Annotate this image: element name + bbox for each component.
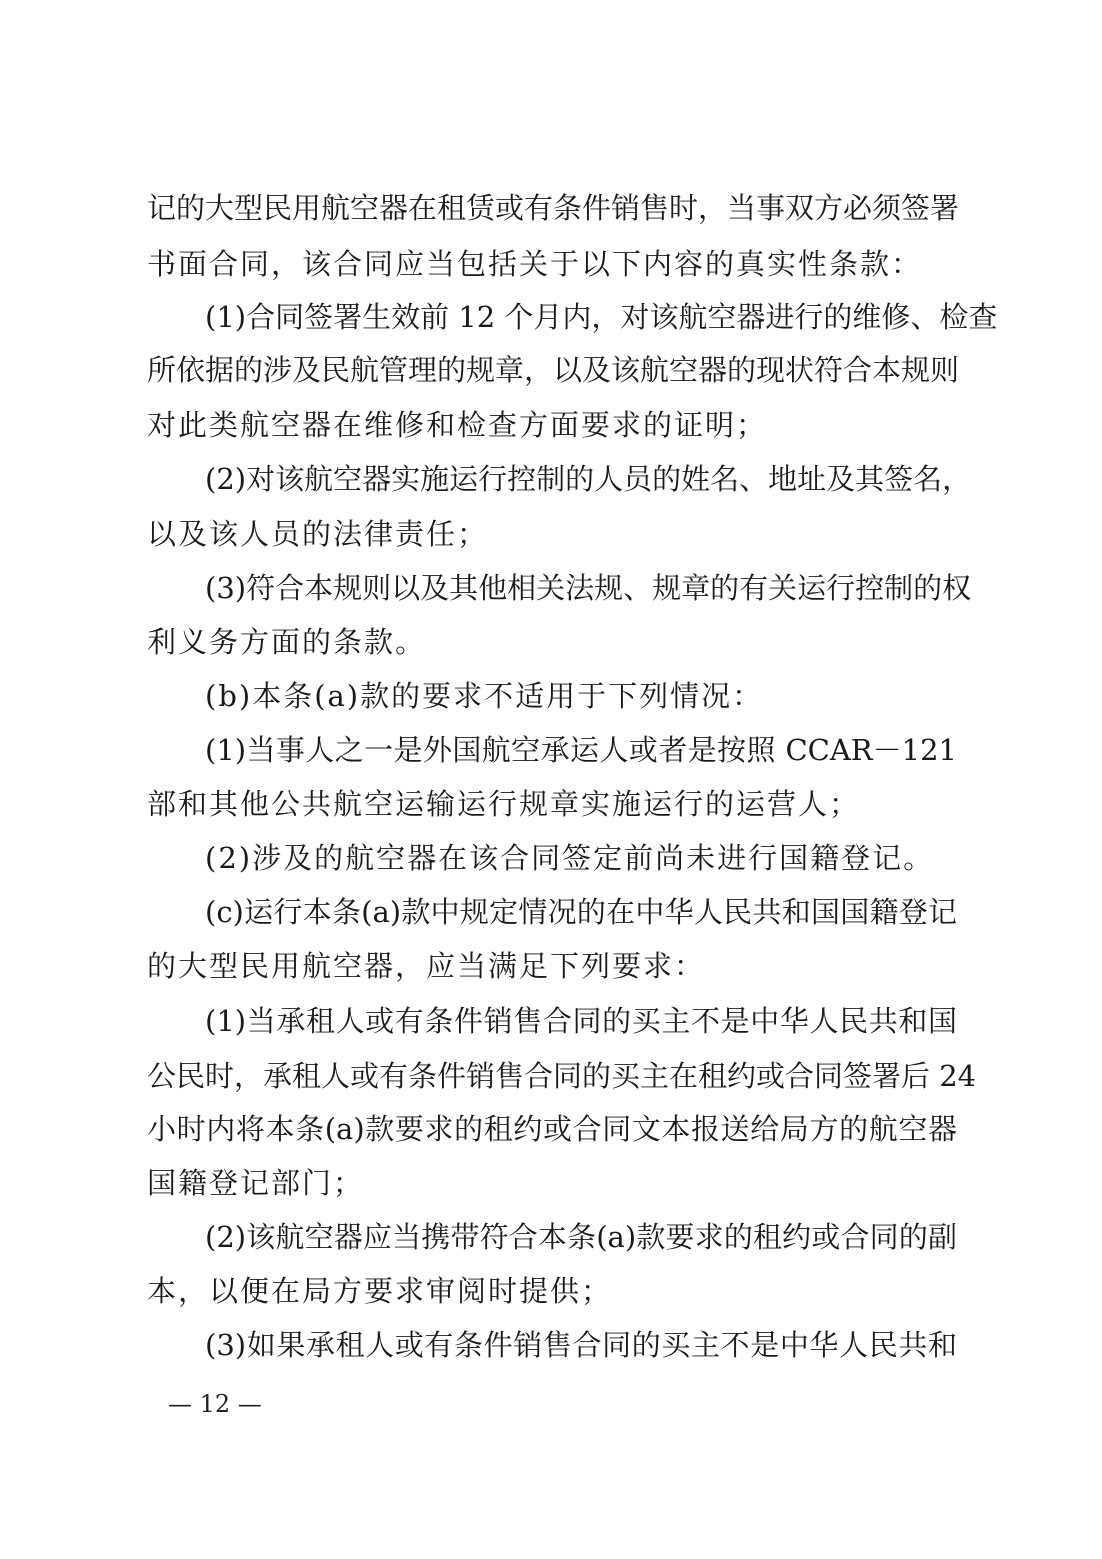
text-line-12: 部和其他公共航空运输运行规章实施运行的运营人； [147, 787, 861, 821]
text-line-10: (b)本条(a)款的要求不适用于下列情况： [205, 679, 764, 713]
text-line-8: (3)符合本规则以及其他相关法规、规章的有关运行控制的权 [205, 571, 972, 605]
text-line-9: 利义务方面的条款。 [147, 625, 427, 659]
page-number: — 12 — [168, 1390, 262, 1418]
text-line-19: 国籍登记部门； [147, 1166, 365, 1200]
text-line-17: 公民时，承租人或有条件销售合同的买主在租约或合同签署后 24 [147, 1059, 977, 1093]
text-line-1: 记的大型民用航空器在租赁或有条件销售时，当事双方必须签署 [147, 191, 960, 225]
text-line-7: 以及该人员的法律责任； [147, 517, 489, 551]
text-line-5: 对此类航空器在维修和检查方面要求的证明； [147, 408, 768, 442]
text-line-3: (1)合同签署生效前 12 个月内，对该航空器进行的维修、检查 [205, 300, 998, 334]
text-line-11: (1)当事人之一是外国航空承运人或者是按照 CCAR－121 [205, 733, 957, 767]
text-line-6: (2)对该航空器实施运行控制的人员的姓名、地址及其签名， [205, 462, 972, 496]
text-line-18: 小时内将本条(a)款要求的租约或合同文本报送给局方的航空器 [147, 1112, 957, 1146]
text-line-16: (1)当承租人或有条件销售合同的买主不是中华人民共和国 [205, 1004, 957, 1038]
text-line-2: 书面合同，该合同应当包括关于以下内容的真实性条款： [147, 247, 923, 281]
text-line-21: 本，以便在局方要求审阅时提供； [147, 1274, 613, 1308]
text-line-22: (3)如果承租人或有条件销售合同的买主不是中华人民共和 [205, 1328, 957, 1362]
text-line-13: (2)涉及的航空器在该合同签定前尚未进行国籍登记。 [205, 841, 935, 875]
text-line-15: 的大型民用航空器，应当满足下列要求： [147, 949, 706, 983]
text-line-14: (c)运行本条(a)款中规定情况的在中华人民共和国国籍登记 [205, 895, 957, 929]
text-line-4: 所依据的涉及民航管理的规章，以及该航空器的现状符合本规则 [147, 353, 960, 387]
text-line-20: (2)该航空器应当携带符合本条(a)款要求的租约或合同的副 [205, 1220, 957, 1254]
